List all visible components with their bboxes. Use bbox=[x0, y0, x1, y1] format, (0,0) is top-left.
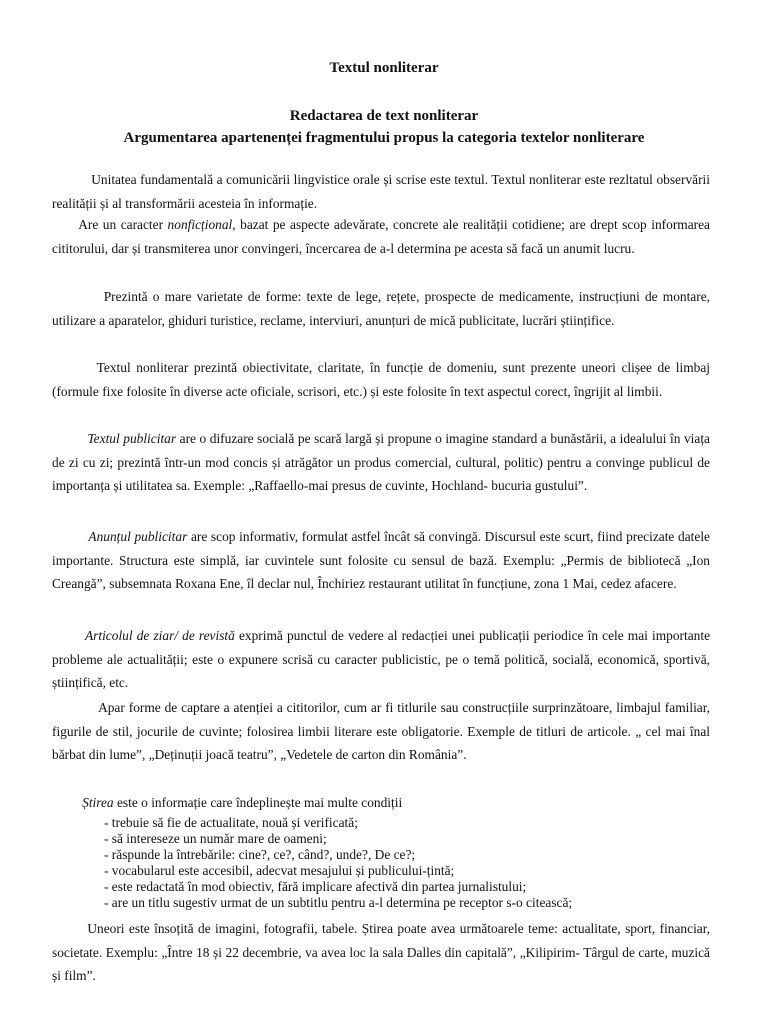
emphasis-term: Știrea bbox=[82, 795, 114, 810]
emphasis-term: Textul publicitar bbox=[87, 431, 177, 446]
emphasis-term: Articolul de ziar/ de revistă bbox=[84, 628, 235, 643]
list-item: - are un titlu sugestiv urmat de un subtitlu pentru a-l determina pe receptor s-o citească; bbox=[104, 895, 573, 910]
list-item: - răspunde la întrebările: cine?, ce?, când?, unde?, De ce?; bbox=[104, 847, 416, 862]
paragraph-2: Are un caracter nonficțional, bazat pe aspecte adevărate, concrete ale realității cotidiene; are drept scop informarea cititorului, dar și transmiterea unor convingeri, încercarea de a-l determina pe acesta să facă un anumit lucru. bbox=[52, 217, 710, 256]
conditions-list bbox=[104, 815, 704, 911]
paragraph-6: Anunțul publicitar are scop informativ, formulat astfel încât să convingă. Discursul este scurt, fiind precizate datele importante. Structura este simplă, iar cuvintele sunt folosite cu sensul de bază. Exemplu: „Permis de bibliotecă „Ion Creangă”, subsemnata Roxana Ene, îl declar nul, Închiriez restaurant utilitat în funcțiune, zona 1 Mai, cedez afacere. bbox=[52, 529, 710, 591]
paragraph-5: Textul publicitar are o difuzare socială pe scară largă și propune o imagine standard a bunăstării, a idealului în viața de zi cu zi; prezintă într-un mod concis și atrăgător un produs comercial, cultural, politic) pentru a convinge publicul de importanța și utilitatea sa. Exemple: „Raffaello-mai presus de cuvinte, Hochland- bucuria gustului”. bbox=[52, 431, 710, 493]
document-subtitle-2: Argumentarea apartenenței fragmentului propus la categoria textelor nonliterare bbox=[123, 130, 645, 146]
paragraph-4: Textul nonliterar prezintă obiectivitate, claritate, în funcție de domeniu, sunt prezente uneori clișee de limbaj (formule fixe folosite în diverse acte oficiale, scrisori, etc.) și este folosite în text aspectul corect, îngrijit al limbii. bbox=[52, 360, 711, 399]
paragraph-1: Unitatea fundamentală a comunicării lingvistice orale și scrise este textul. Textul nonliterar este rezltatul observării realității și al transformării acesteia în informație. bbox=[52, 172, 710, 211]
paragraph-9: Știrea este o informație care îndeplinește mai multe condiții bbox=[82, 795, 403, 810]
list-item: - este redactată în mod obiectiv, fără implicare afectivă din partea jurnalistului; bbox=[104, 879, 527, 894]
paragraph-7: Articolul de ziar/ de revistă exprimă punctul de vedere al redacției unei publicații periodice în cele mai importante probleme ale actualității; este o expunere scrisă cu caracter publicistic, pe o temă politică, socială, economică, sportivă, științifică, etc. bbox=[52, 628, 711, 690]
list-item: - să intereseze un număr mare de oameni; bbox=[104, 831, 327, 846]
list-item: - trebuie să fie de actualitate, nouă și verificată; bbox=[104, 815, 358, 830]
emphasis-term: nonficțional, bbox=[167, 217, 236, 232]
paragraph-8: Apar forme de captare a atenției a cititorilor, cum ar fi titlurile sau construcțiile surprinzătoare, limbajul familiar, figurile de stil, jocurile de cuvinte; folosirea limbii literare este obligatorie. Exemple de titluri de articole. „ cel mai înal bărbat din lume”, „Deținuții joacă teatru”, „Vedetele de carton din România”. bbox=[52, 700, 711, 762]
paragraph-3: Prezintă o mare varietate de forme: texte de lege, rețete, prospecte de medicamente, instrucțiuni de montare, utilizare a aparatelor, ghiduri turistice, reclame, interviuri, anunțuri de mică publicitate, lucrări științifice. bbox=[52, 289, 710, 328]
document-title: Textul nonliterar bbox=[329, 60, 439, 76]
list-item: - vocabularul este accesibil, adecvat mesajului și publicului-țintă; bbox=[104, 863, 455, 878]
closing-paragraph: Uneori este însoțită de imagini, fotografii, tabele. Știrea poate avea următoarele teme: actualitate, sport, financiar, societate. Exemplu: „Între 18 și 22 decembrie, va avea loc la sala Dalles din capitală”, „Kilipirim- Târgul de carte, muzică și film”. bbox=[52, 921, 711, 983]
document-subtitle-1: Redactarea de text nonliterar bbox=[289, 108, 479, 124]
emphasis-term: Anunțul publicitar bbox=[88, 529, 188, 544]
